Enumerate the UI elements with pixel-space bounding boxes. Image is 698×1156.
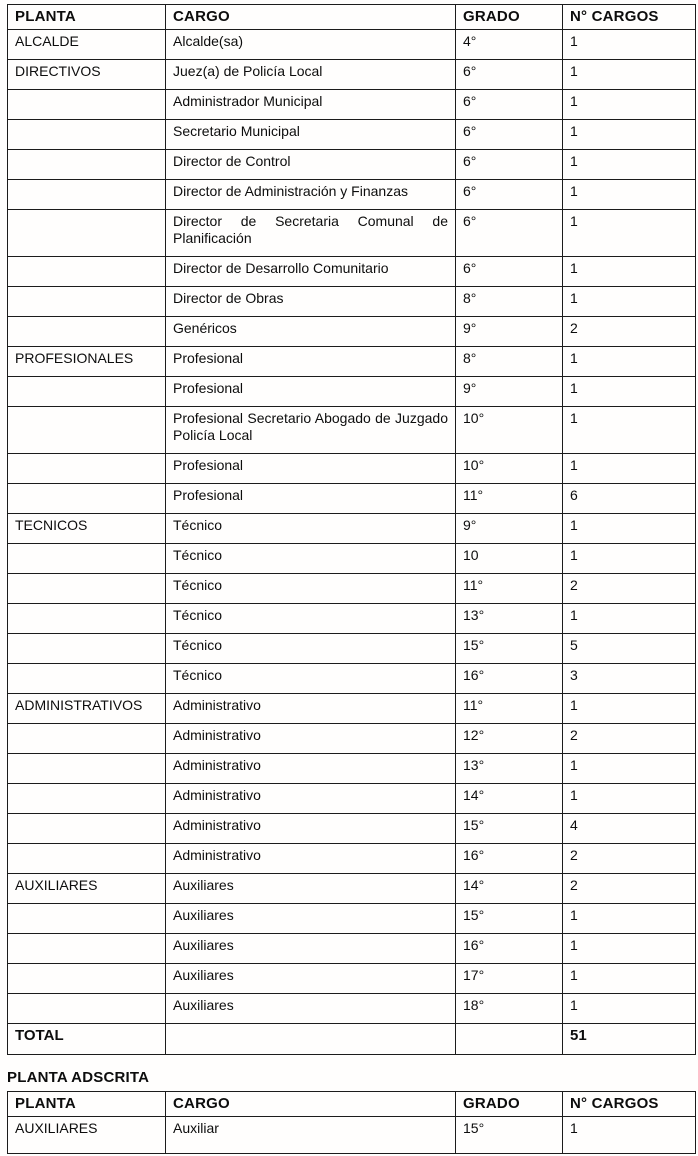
- table-row: [8, 317, 696, 347]
- table-row: [8, 604, 696, 634]
- cell-cargo: Técnico: [166, 604, 456, 634]
- table-row: [8, 514, 696, 544]
- cell-planta: [8, 180, 166, 210]
- table-row: [8, 30, 696, 60]
- cell-cargo: Auxiliares: [166, 994, 456, 1024]
- cell-grado: 17°: [456, 964, 563, 994]
- table-row: [8, 257, 696, 287]
- cell-ncargos: 1: [563, 454, 696, 484]
- cell-planta: [8, 724, 166, 754]
- total-empty-grado-cell: [456, 1024, 563, 1055]
- cell-ncargos: 2: [563, 724, 696, 754]
- adscrita-table-body: [8, 1117, 696, 1154]
- cell-grado: 8°: [456, 347, 563, 377]
- cell-ncargos: 6: [563, 484, 696, 514]
- adscrita-table-header-row: [8, 1092, 696, 1117]
- cell-grado: 6°: [456, 257, 563, 287]
- cell-cargo: Administrativo: [166, 814, 456, 844]
- cell-planta: [8, 317, 166, 347]
- cell-planta: [8, 784, 166, 814]
- table-row: [8, 150, 696, 180]
- cell-ncargos: 2: [563, 844, 696, 874]
- total-row: [8, 1024, 696, 1055]
- cell-grado: 6°: [456, 60, 563, 90]
- cell-planta: [8, 544, 166, 574]
- table-row: [8, 544, 696, 574]
- total-empty-cargo-cell: [166, 1024, 456, 1055]
- cell-ncargos: 1: [563, 544, 696, 574]
- cell-ncargos: 5: [563, 634, 696, 664]
- table-row: [8, 664, 696, 694]
- cell-ncargos: 1: [563, 934, 696, 964]
- cell-grado: 10: [456, 544, 563, 574]
- cell-ncargos: 1: [563, 347, 696, 377]
- cell-grado: 9°: [456, 377, 563, 407]
- table-row: [8, 784, 696, 814]
- cell-grado: 13°: [456, 604, 563, 634]
- column-header-grado: GRADO: [456, 1092, 563, 1117]
- cell-cargo: Auxiliares: [166, 964, 456, 994]
- cell-grado: 18°: [456, 994, 563, 1024]
- column-header-planta: PLANTA: [8, 5, 166, 30]
- cell-grado: 8°: [456, 287, 563, 317]
- planta-adscrita-heading: PLANTA ADSCRITA: [7, 1069, 150, 1086]
- cell-grado: 9°: [456, 514, 563, 544]
- cell-ncargos: 2: [563, 317, 696, 347]
- staff-table-header-row: [8, 5, 696, 30]
- cell-cargo: Técnico: [166, 574, 456, 604]
- table-row: [8, 90, 696, 120]
- cell-planta: [8, 484, 166, 514]
- cell-grado: 12°: [456, 724, 563, 754]
- cell-ncargos: 1: [563, 754, 696, 784]
- table-row: [8, 347, 696, 377]
- cell-cargo: Profesional: [166, 484, 456, 514]
- cell-grado: 11°: [456, 484, 563, 514]
- cell-planta: [8, 934, 166, 964]
- cell-grado: 15°: [456, 904, 563, 934]
- cell-ncargos: 1: [563, 287, 696, 317]
- table-row: [8, 377, 696, 407]
- table-row: [8, 407, 696, 454]
- table-row: [8, 874, 696, 904]
- cell-cargo: Director de Obras: [166, 287, 456, 317]
- cell-cargo: Secretario Municipal: [166, 120, 456, 150]
- cell-ncargos: 1: [563, 60, 696, 90]
- cell-ncargos: 1: [563, 964, 696, 994]
- table-row: [8, 180, 696, 210]
- cell-ncargos: 3: [563, 664, 696, 694]
- cell-grado: 6°: [456, 210, 563, 257]
- column-header-grado: GRADO: [456, 5, 563, 30]
- cell-grado: 6°: [456, 90, 563, 120]
- cell-planta: [8, 634, 166, 664]
- table-row: [8, 754, 696, 784]
- cell-grado: 15°: [456, 634, 563, 664]
- table-row: [8, 904, 696, 934]
- cell-cargo: Auxiliares: [166, 904, 456, 934]
- cell-ncargos: 1: [563, 210, 696, 257]
- cell-grado: 15°: [456, 814, 563, 844]
- cell-grado: 11°: [456, 574, 563, 604]
- cell-grado: 10°: [456, 407, 563, 454]
- cell-planta: TECNICOS: [8, 514, 166, 544]
- cell-cargo: Administrativo: [166, 724, 456, 754]
- cell-planta: ADMINISTRATIVOS: [8, 694, 166, 724]
- table-row: [8, 724, 696, 754]
- cell-ncargos: 1: [563, 514, 696, 544]
- cell-ncargos: 1: [563, 1117, 696, 1154]
- cell-cargo: Profesional: [166, 454, 456, 484]
- cell-planta: [8, 754, 166, 784]
- cell-cargo: Profesional Secretario Abogado de Juzgado Policía Local: [166, 407, 456, 454]
- cell-cargo: Profesional: [166, 377, 456, 407]
- table-row: [8, 814, 696, 844]
- cell-grado: 14°: [456, 784, 563, 814]
- cell-cargo: Profesional: [166, 347, 456, 377]
- cell-grado: 14°: [456, 874, 563, 904]
- cell-cargo: Administrativo: [166, 694, 456, 724]
- cell-ncargos: 1: [563, 694, 696, 724]
- column-header-cargo: CARGO: [166, 1092, 456, 1117]
- cell-planta: PROFESIONALES: [8, 347, 166, 377]
- staff-table-body: [8, 30, 696, 1024]
- cell-planta: [8, 904, 166, 934]
- table-row: [8, 934, 696, 964]
- cell-planta: ALCALDE: [8, 30, 166, 60]
- cell-cargo: Director de Desarrollo Comunitario: [166, 257, 456, 287]
- cell-planta: [8, 210, 166, 257]
- cell-grado: 10°: [456, 454, 563, 484]
- cell-planta: [8, 814, 166, 844]
- cell-planta: [8, 150, 166, 180]
- column-header-cargo: CARGO: [166, 5, 456, 30]
- cell-planta: [8, 994, 166, 1024]
- cell-cargo: Director de Secretaria Comunal de Planificación: [166, 210, 456, 257]
- cell-grado: 13°: [456, 754, 563, 784]
- cell-cargo: Auxiliares: [166, 934, 456, 964]
- cell-cargo: Técnico: [166, 544, 456, 574]
- cell-cargo: Administrativo: [166, 754, 456, 784]
- cell-planta: [8, 257, 166, 287]
- cell-cargo: Genéricos: [166, 317, 456, 347]
- cell-planta: AUXILIARES: [8, 1117, 166, 1154]
- cell-grado: 4°: [456, 30, 563, 60]
- table-row: [8, 574, 696, 604]
- cell-cargo: Administrador Municipal: [166, 90, 456, 120]
- cell-cargo: Administrativo: [166, 844, 456, 874]
- cell-cargo: Técnico: [166, 634, 456, 664]
- cell-grado: 6°: [456, 150, 563, 180]
- cell-planta: [8, 120, 166, 150]
- cell-planta: [8, 664, 166, 694]
- table-row: [8, 634, 696, 664]
- cell-cargo: Técnico: [166, 664, 456, 694]
- cell-cargo: Técnico: [166, 514, 456, 544]
- cell-cargo: Administrativo: [166, 784, 456, 814]
- table-row: [8, 484, 696, 514]
- cell-grado: 6°: [456, 180, 563, 210]
- cell-ncargos: 1: [563, 120, 696, 150]
- cell-grado: 6°: [456, 120, 563, 150]
- cell-grado: 9°: [456, 317, 563, 347]
- cell-cargo: Director de Control: [166, 150, 456, 180]
- cell-ncargos: 1: [563, 904, 696, 934]
- table-row: [8, 964, 696, 994]
- table-row: [8, 60, 696, 90]
- table-row: [8, 1117, 696, 1154]
- cell-cargo: Alcalde(sa): [166, 30, 456, 60]
- cell-planta: [8, 844, 166, 874]
- cell-ncargos: 1: [563, 30, 696, 60]
- table-row: [8, 994, 696, 1024]
- cell-grado: 16°: [456, 934, 563, 964]
- staff-table: [7, 4, 696, 1055]
- cell-cargo: Auxiliares: [166, 874, 456, 904]
- table-row: [8, 120, 696, 150]
- cell-ncargos: 1: [563, 150, 696, 180]
- table-row: [8, 210, 696, 257]
- cell-ncargos: 4: [563, 814, 696, 844]
- total-label-cell: TOTAL: [8, 1024, 166, 1055]
- cell-planta: [8, 407, 166, 454]
- cell-cargo: Auxiliar: [166, 1117, 456, 1154]
- cell-planta: DIRECTIVOS: [8, 60, 166, 90]
- cell-grado: 16°: [456, 664, 563, 694]
- cell-ncargos: 1: [563, 604, 696, 634]
- total-value-cell: 51: [563, 1024, 696, 1055]
- table-row: [8, 287, 696, 317]
- cell-ncargos: 1: [563, 90, 696, 120]
- cell-ncargos: 1: [563, 257, 696, 287]
- cell-ncargos: 1: [563, 377, 696, 407]
- cell-planta: [8, 454, 166, 484]
- cell-ncargos: 2: [563, 574, 696, 604]
- cell-ncargos: 1: [563, 784, 696, 814]
- cell-ncargos: 2: [563, 874, 696, 904]
- cell-cargo: Juez(a) de Policía Local: [166, 60, 456, 90]
- cell-ncargos: 1: [563, 407, 696, 454]
- table-row: [8, 694, 696, 724]
- cell-grado: 16°: [456, 844, 563, 874]
- cell-ncargos: 1: [563, 994, 696, 1024]
- column-header-planta: PLANTA: [8, 1092, 166, 1117]
- cell-grado: 11°: [456, 694, 563, 724]
- table-row: [8, 844, 696, 874]
- cell-planta: AUXILIARES: [8, 874, 166, 904]
- cell-planta: [8, 377, 166, 407]
- cell-planta: [8, 604, 166, 634]
- cell-grado: 15°: [456, 1117, 563, 1154]
- column-header-n-cargos: N° CARGOS: [563, 5, 696, 30]
- cell-planta: [8, 964, 166, 994]
- cell-cargo: Director de Administración y Finanzas: [166, 180, 456, 210]
- cell-planta: [8, 287, 166, 317]
- cell-planta: [8, 90, 166, 120]
- cell-ncargos: 1: [563, 180, 696, 210]
- column-header-n-cargos: N° CARGOS: [563, 1092, 696, 1117]
- table-row: [8, 454, 696, 484]
- adscrita-table: [7, 1091, 696, 1154]
- cell-planta: [8, 574, 166, 604]
